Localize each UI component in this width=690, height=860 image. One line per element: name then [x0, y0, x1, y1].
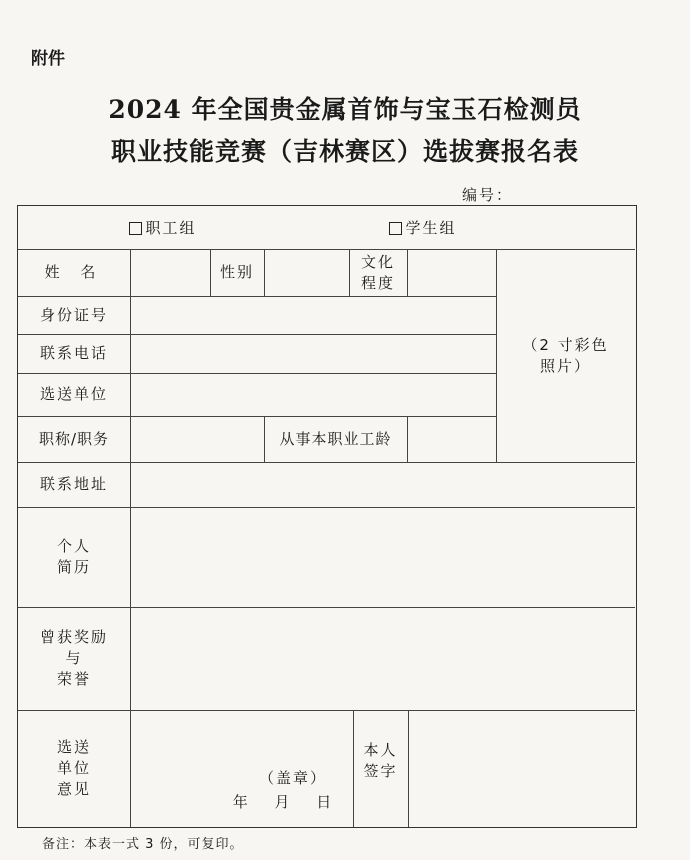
sending-unit-label: 选送单位 — [39, 385, 108, 403]
checkbox-icon[interactable] — [129, 222, 142, 235]
stamp-label: （盖章） — [258, 768, 327, 787]
column-divider — [407, 249, 408, 296]
photo-placeholder — [496, 249, 635, 462]
title-post-label: 职称/职务 — [38, 429, 110, 448]
awards-label-line1: 曾获奖励 — [39, 628, 108, 646]
photo-placeholder-line2: 照片） — [539, 356, 591, 375]
attachment-label: 附件 — [31, 49, 65, 69]
gender-label: 性别 — [219, 263, 254, 281]
phone-label: 联系电话 — [39, 344, 108, 362]
education-label-line1: 文化 — [360, 252, 395, 271]
awards-label — [18, 607, 130, 710]
form-title-line1: 2024 年全国贵金属首饰与宝玉石检测员 — [108, 95, 582, 124]
resume-label — [18, 507, 130, 607]
photo-placeholder-line1: （2 寸彩色 — [522, 335, 609, 354]
form-title-line2: 职业技能竞赛（吉林赛区）选拔赛报名表 — [110, 137, 579, 166]
serial-number-label: 编号： — [462, 186, 514, 204]
checkbox-icon[interactable] — [389, 222, 402, 235]
opinion-label-line3: 意见 — [56, 780, 91, 798]
group-student-option[interactable] — [378, 216, 468, 240]
name-label: 姓 名 — [44, 263, 104, 281]
education-label-line2: 程度 — [360, 273, 395, 292]
column-divider — [264, 249, 265, 296]
column-divider — [408, 710, 409, 827]
opinion-label-line2: 单位 — [56, 759, 91, 777]
resume-label-line2: 简历 — [56, 558, 91, 576]
work-years-label: 从事本职业工龄 — [279, 429, 392, 448]
group-student-label: 学生组 — [405, 218, 457, 237]
address-label: 联系地址 — [39, 475, 108, 493]
signature-label-line1: 本人 — [363, 741, 398, 759]
resume-label-line1: 个人 — [56, 537, 91, 555]
group-worker-option[interactable] — [118, 216, 208, 240]
id-number-label: 身份证号 — [39, 305, 108, 324]
column-divider — [130, 249, 131, 827]
awards-label-line3: 荣誉 — [56, 670, 91, 688]
education-label — [349, 249, 407, 296]
awards-label-line2: 与 — [65, 649, 83, 667]
group-worker-label: 职工组 — [145, 218, 197, 237]
opinion-label — [18, 710, 130, 827]
registration-form-table — [17, 205, 637, 828]
footer-note: 备注：本表一式 3 份，可复印。 — [42, 837, 244, 852]
date-label: 年 月 日 — [232, 792, 334, 811]
column-divider — [407, 416, 408, 462]
opinion-label-line1: 选送 — [56, 738, 91, 756]
signature-label-line2: 签字 — [363, 762, 398, 780]
signature-label — [353, 736, 408, 786]
